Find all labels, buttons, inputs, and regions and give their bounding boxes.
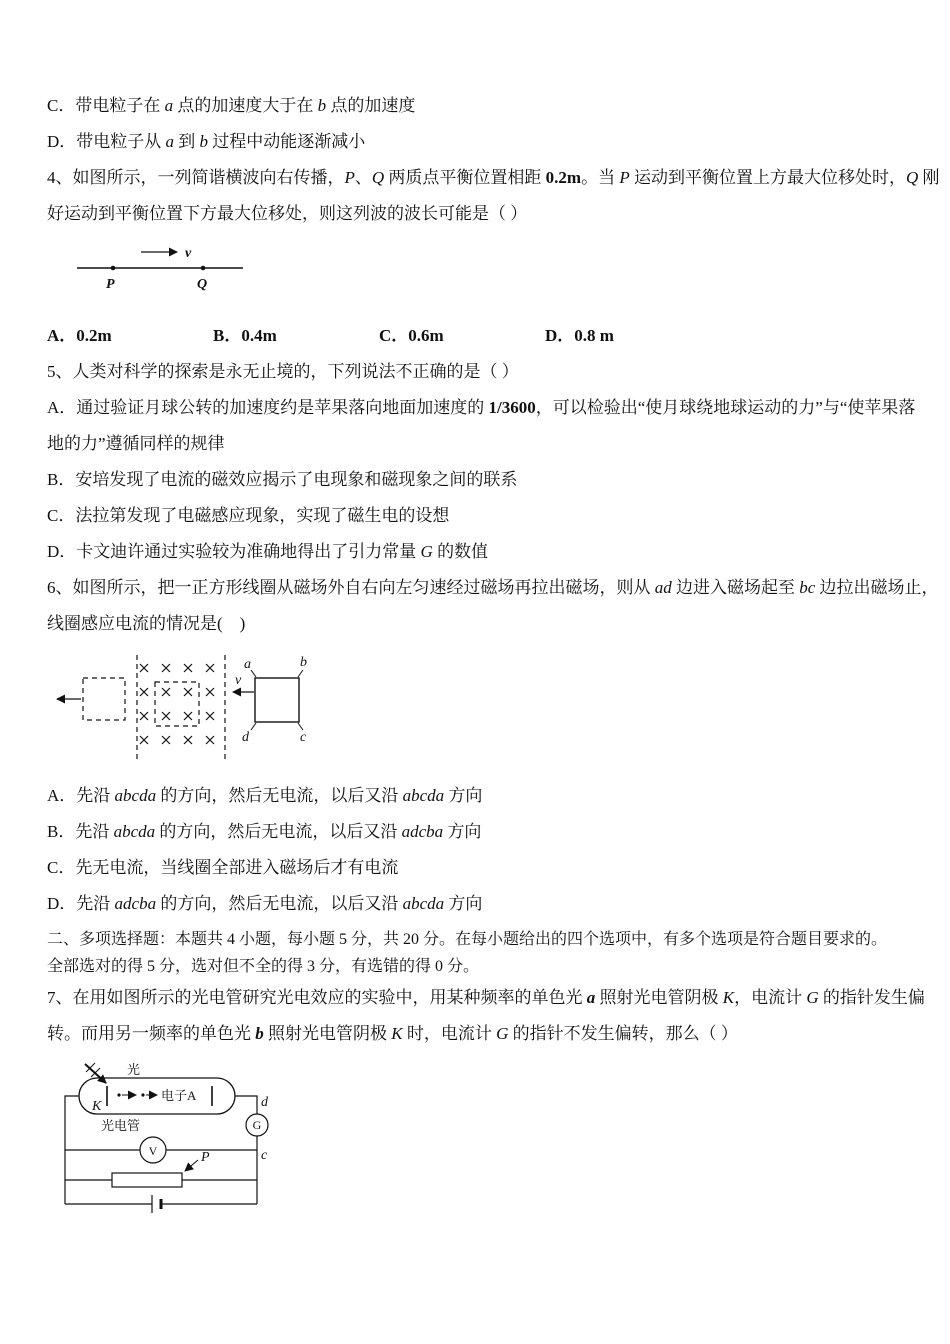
q5-option-b: B．安培发现了电流的磁效应揭示了电现象和磁现象之间的联系: [47, 470, 518, 489]
q6-option-b: B．先沿 abcda 的方向，然后无电流，以后又沿 adcba 方向: [47, 822, 482, 841]
point-q-dot: [201, 266, 206, 271]
cathode-label: K: [92, 1099, 102, 1114]
q5-stem: 5、人类对科学的探索是永无止境的，下列说法不正确的是（ ）: [47, 362, 519, 381]
coil-velocity-label: v: [235, 673, 242, 688]
coil-inside-field-dashed: [155, 682, 199, 726]
field-into-page-cross-symbols: [140, 664, 214, 744]
section-2-line-1: 二、多项选择题：本题共 4 小题，每小题 5 分，共 20 分。在每小题给出的四个选项中，有多个选项是符合题目要求的。: [47, 931, 888, 948]
velocity-label: v: [185, 246, 192, 261]
q6-option-a: A．先沿 abcda 的方向，然后无电流，以后又沿 abcda 方向: [47, 786, 483, 805]
magnetic-field-coil-diagram: [47, 652, 910, 764]
corner-d-tick: [251, 723, 256, 730]
q3-option-d: D．带电粒子从 a 到 b 过程中动能逐渐减小: [47, 132, 366, 151]
q3-option-c: C．带电粒子在 a 点的加速度大于在 b 点的加速度: [47, 96, 416, 115]
point-p-dot: [111, 266, 116, 271]
rheostat-slider-arrow: [185, 1160, 198, 1171]
coil-exit-position-dashed: [83, 678, 125, 720]
q4-stem-line-2: 好运动到平衡位置下方最大位移处，则这列波的波长可能是（ ）: [47, 204, 528, 223]
q4-option-a: A．0.2m: [47, 326, 112, 345]
point-p-label: P: [106, 277, 115, 292]
point-q-label: Q: [197, 277, 208, 292]
q5-option-a-line-2: 地的力”遵循同样的规律: [47, 434, 225, 453]
corner-d-label: d: [242, 730, 249, 745]
wave-diagram-svg: [75, 242, 255, 294]
q4-option-d: D．0.8 m: [545, 326, 614, 345]
corner-b-label: b: [300, 655, 307, 670]
phototube-label: 光电管: [101, 1118, 141, 1133]
voltmeter-label: V: [148, 1144, 158, 1158]
rheostat-box: [112, 1173, 182, 1187]
photoelectric-circuit-svg: [57, 1062, 272, 1220]
corner-c-tick: [298, 723, 303, 730]
node-c-label: c: [261, 1148, 268, 1163]
q4-option-b: B．0.4m: [213, 326, 277, 345]
q5-option-d: D．卡文迪许通过实验较为准确地得出了引力常量 G 的数值: [47, 542, 489, 561]
q4-stem-line-1: 4、如图所示，一列简谐横波向右传播，P、Q 两质点平衡位置相距 0.2m。当 P 运动到平衡位置上方最大位移处时，Q 刚: [47, 168, 940, 187]
q7-stem-line-1: 7、在用如图所示的光电管研究光电效应的实验中，用某种频率的单色光 a 照射光电管阴极 K，电流计 G 的指针发生偏: [47, 988, 925, 1007]
wire-tube-to-galvanometer: [235, 1096, 257, 1114]
electron-anode-label: 电子A: [161, 1088, 197, 1103]
q7-stem-line-2: 转。而用另一频率的单色光 b 照射光电管阴极 K 时，电流计 G 的指针不发生偏转，那么（ ）: [47, 1024, 738, 1043]
q6-stem-line-2: 线圈感应电流的情况是( ): [47, 614, 246, 633]
q6-option-d: D．先沿 adcba 的方向，然后无电流，以后又沿 abcda 方向: [47, 894, 483, 913]
slider-p-label: P: [201, 1150, 210, 1165]
section-2-line-2: 全部选对的得 5 分，选对但不全的得 3 分，有选错的得 0 分。: [47, 958, 480, 975]
node-d-label: d: [261, 1095, 268, 1110]
galvanometer-label: G: [252, 1118, 262, 1132]
electron-dot-1: [117, 1093, 120, 1096]
light-label: 光: [127, 1062, 141, 1077]
q4-options-row: [47, 318, 910, 354]
square-coil: [255, 678, 299, 722]
electron-dot-2: [141, 1093, 144, 1096]
section-2-header: [47, 926, 910, 980]
q6-stem-line-1: 6、如图所示，把一正方形线圈从磁场外自右向左匀速经过磁场再拉出磁场，则从 ad 边进入磁场起至 bc 边拉出磁场止，: [47, 578, 939, 597]
photoelectric-circuit-diagram: [57, 1062, 910, 1220]
q5-option-c: C．法拉第发现了电磁感应现象，实现了磁生电的设想: [47, 506, 450, 525]
corner-a-label: a: [244, 657, 251, 672]
corner-b-tick: [298, 670, 303, 677]
corner-c-label: c: [300, 730, 307, 745]
q5-option-a-line-1: A．通过验证月球公转的加速度约是苹果落向地面加速度的 1/3600，可以检验出“使月球绕地球运动的力”与“使苹果落: [47, 398, 916, 417]
magnetic-field-coil-svg: [47, 652, 312, 764]
q4-option-c: C．0.6m: [379, 326, 444, 345]
q6-option-c: C．先无电流，当线圈全部进入磁场后才有电流: [47, 858, 399, 877]
corner-a-tick: [251, 670, 256, 677]
wave-diagram: [75, 242, 910, 294]
